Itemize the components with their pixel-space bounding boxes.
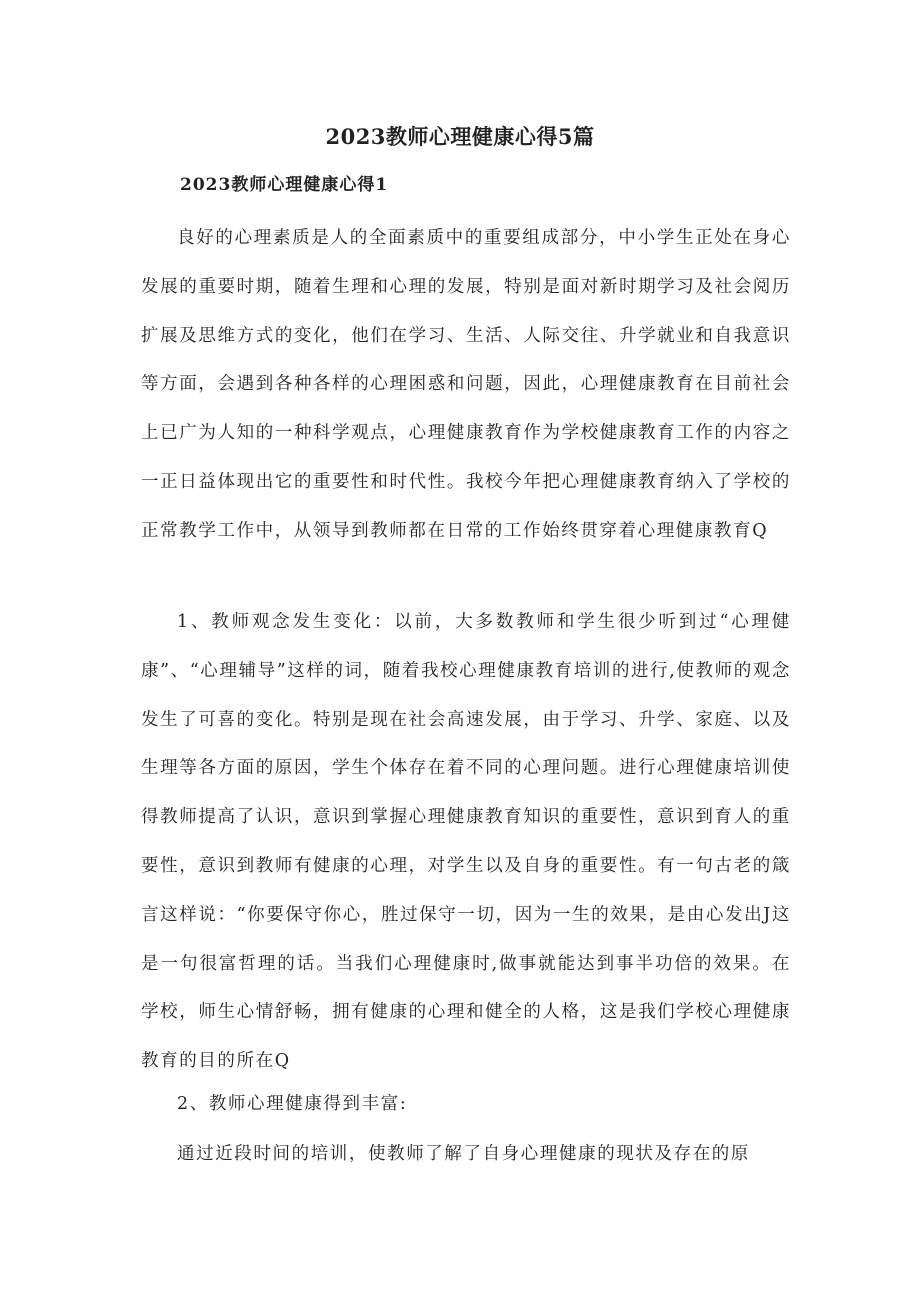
paragraph-point-2-heading: 2、教师心理健康得到丰富:	[177, 1094, 408, 1114]
paragraph-point-2-body: 通过近段时间的培训，使教师了解了自身心理健康的现状及存在的原	[177, 1144, 750, 1164]
document-title: 2023教师心理健康心得5篇	[325, 124, 595, 149]
paragraph-point-1: 1、教师观念发生变化：以前，大多数教师和学生很少听到过“心理健康”、“心理辅导”这样的词，随着我校心理健康教育培训的进行,使教师的观念发生了可喜的变化。特别是现在社会高速发展，由于学习、升学、家庭、以及生理等各方面的原因，学生个体存在着不同的心理问题。进行心理健康培训使得教师提高了认识，意识到掌握心理健康教育知识的重要性，意识到育人的重要性，意识到教师有健康的心理，对学生以及自身的重要性。有一句古老的箴言这样说：“你要保守你心，胜过保守一切，因为一生的效果，是由心发出J这是一句很富哲理的话。当我们心理健康时,做事就能达到事半功倍的效果。在学校，师生心情舒畅，拥有健康的心理和健全的人格，这是我们学校心理健康教育的目的所在Q	[141, 612, 791, 1072]
section-heading: 2023教师心理健康心得1	[180, 175, 389, 195]
paragraph-intro: 良好的心理素质是人的全面素质中的重要组成部分，中小学生正处在身心发展的重要时期，随着生理和心理的发展，特别是面对新时期学习及社会阅历扩展及思维方式的变化，他们在学习、生活、人际交往、升学就业和自我意识等方面，会遇到各种各样的心理困惑和问题，因此，心理健康教育在目前社会上已广为人知的一种科学观点，心理健康教育作为学校健康教育工作的内容之一正日益体现出它的重要性和时代性。我校今年把心理健康教育纳入了学校的正常教学工作中，从领导到教师都在日常的工作始终贯穿着心理健康教育Q	[141, 228, 791, 541]
